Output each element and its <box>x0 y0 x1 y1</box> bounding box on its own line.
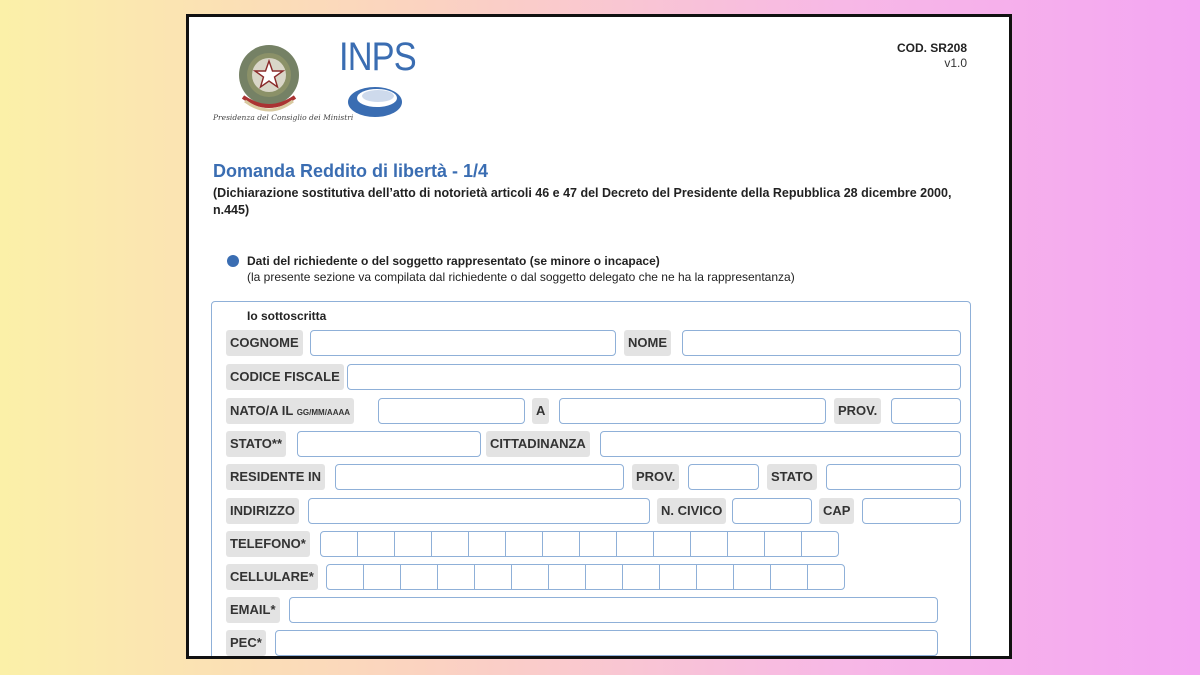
label-codice-fiscale: CODICE FISCALE <box>226 364 344 390</box>
label-stato-residenza: STATO <box>767 464 817 490</box>
stato-nascita-field[interactable] <box>297 431 481 457</box>
form-heading: Io sottoscritta <box>247 309 327 323</box>
telefono-digit-cell[interactable] <box>320 531 358 557</box>
pec-field[interactable] <box>275 630 938 656</box>
section-title: Dati del richiedente o del soggetto rappresentato (se minore o incapace) <box>247 254 660 268</box>
prov-nascita-field[interactable] <box>891 398 961 424</box>
label-pec: PEC* <box>226 630 266 656</box>
inps-brand-name: INPS <box>339 35 416 79</box>
form-document <box>186 14 1012 659</box>
telefono-digit-cell[interactable] <box>690 531 728 557</box>
label-n-civico: N. CIVICO <box>657 498 726 524</box>
page-subtitle: (Dichiarazione sostitutiva dell’atto di notorietà articoli 46 e 47 del Decreto del Presidente della Repubblica 28 dicembre 2000, n.445) <box>213 186 952 217</box>
telefono-digit-cell[interactable] <box>542 531 580 557</box>
label-indirizzo: INDIRIZZO <box>226 498 299 524</box>
cellulare-digit-cell[interactable] <box>400 564 438 590</box>
section-heading <box>227 253 795 285</box>
label-residente-in: RESIDENTE IN <box>226 464 325 490</box>
cellulare-digit-cell[interactable] <box>659 564 697 590</box>
telefono-digit-cell[interactable] <box>431 531 469 557</box>
emblem-caption: Presidenza del Consiglio dei Ministri <box>213 113 354 122</box>
label-nome: NOME <box>624 330 671 356</box>
luogo-nascita-field[interactable] <box>559 398 826 424</box>
telefono-digit-cell[interactable] <box>653 531 691 557</box>
label-nato-il-text: NATO/A IL <box>230 403 294 418</box>
label-cognome: COGNOME <box>226 330 303 356</box>
date-format-hint: GG/MM/AAAA <box>296 408 351 417</box>
nato-il-field[interactable] <box>378 398 525 424</box>
label-prov-residenza: PROV. <box>632 464 679 490</box>
form-code: COD. SR208 <box>896 41 967 55</box>
cellulare-digit-cell[interactable] <box>326 564 364 590</box>
email-field[interactable] <box>289 597 938 623</box>
bullet-dot-icon <box>227 255 239 267</box>
label-nato-il <box>226 398 354 424</box>
telefono-cells <box>320 531 839 557</box>
cellulare-digit-cell[interactable] <box>363 564 401 590</box>
cellulare-digit-cell[interactable] <box>622 564 660 590</box>
prov-residenza-field[interactable] <box>688 464 759 490</box>
cap-field[interactable] <box>862 498 961 524</box>
section-note: (la presente sezione va compilata dal richiedente o dal soggetto delegato che ne ha la rappresentanza) <box>247 270 795 284</box>
indirizzo-field[interactable] <box>308 498 650 524</box>
telefono-digit-cell[interactable] <box>468 531 506 557</box>
n-civico-field[interactable] <box>732 498 812 524</box>
telefono-digit-cell[interactable] <box>616 531 654 557</box>
residente-in-field[interactable] <box>335 464 624 490</box>
cittadinanza-field[interactable] <box>600 431 961 457</box>
page-title: Domanda Reddito di libertà - 1/4 <box>213 161 489 181</box>
telefono-digit-cell[interactable] <box>727 531 765 557</box>
label-telefono: TELEFONO* <box>226 531 310 557</box>
label-cellulare: CELLULARE* <box>226 564 318 590</box>
label-stato-nascita: STATO** <box>226 431 286 457</box>
cellulare-digit-cell[interactable] <box>770 564 808 590</box>
label-cap: CAP <box>819 498 854 524</box>
cellulare-digit-cell[interactable] <box>585 564 623 590</box>
stato-residenza-field[interactable] <box>826 464 961 490</box>
inps-logo-icon <box>345 83 405 121</box>
form-version: v1.0 <box>944 56 967 70</box>
telefono-digit-cell[interactable] <box>357 531 395 557</box>
cellulare-digit-cell[interactable] <box>474 564 512 590</box>
cellulare-digit-cell[interactable] <box>733 564 771 590</box>
telefono-digit-cell[interactable] <box>801 531 839 557</box>
cognome-field[interactable] <box>310 330 616 356</box>
italian-republic-emblem-icon <box>209 35 354 141</box>
label-a: A <box>532 398 549 424</box>
label-cittadinanza: CITTADINANZA <box>486 431 590 457</box>
nome-field[interactable] <box>682 330 961 356</box>
cellulare-cells <box>326 564 845 590</box>
telefono-digit-cell[interactable] <box>764 531 802 557</box>
telefono-digit-cell[interactable] <box>579 531 617 557</box>
label-email: EMAIL* <box>226 597 280 623</box>
cellulare-digit-cell[interactable] <box>511 564 549 590</box>
cellulare-digit-cell[interactable] <box>696 564 734 590</box>
codice-fiscale-field[interactable] <box>347 364 961 390</box>
cellulare-digit-cell[interactable] <box>437 564 475 590</box>
label-prov: PROV. <box>834 398 881 424</box>
cellulare-digit-cell[interactable] <box>548 564 586 590</box>
telefono-digit-cell[interactable] <box>505 531 543 557</box>
telefono-digit-cell[interactable] <box>394 531 432 557</box>
cellulare-digit-cell[interactable] <box>807 564 845 590</box>
form-code-box <box>897 41 967 70</box>
